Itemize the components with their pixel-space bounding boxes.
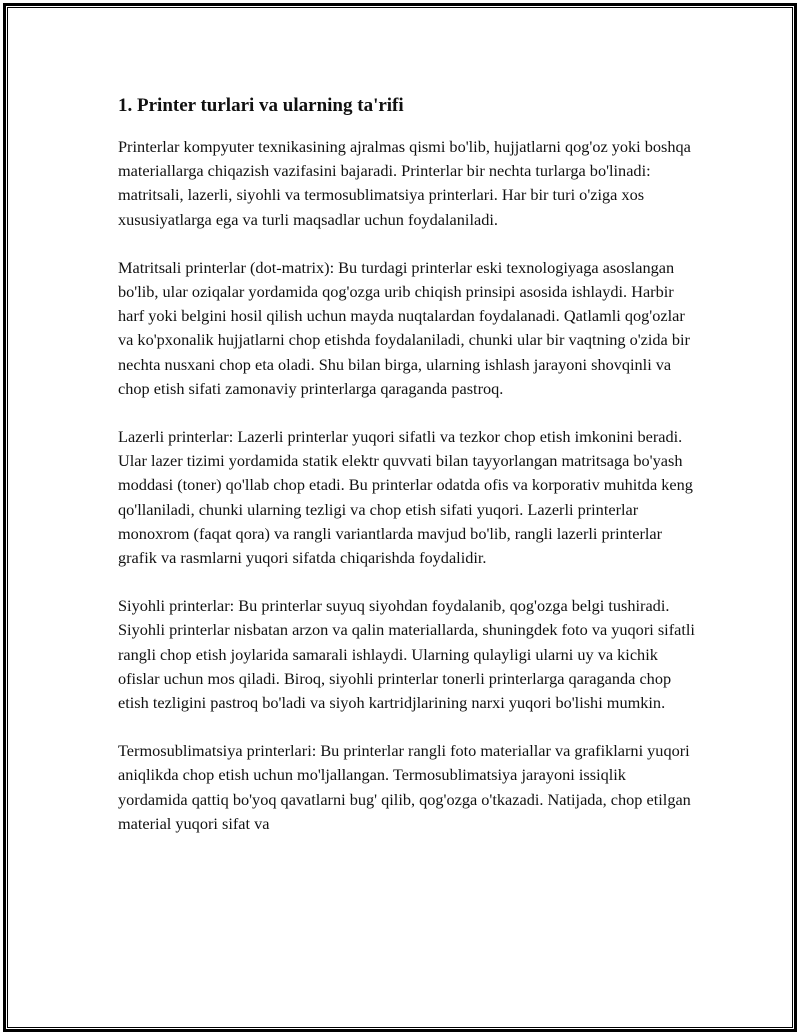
paragraph-dye-sublimation: Termosublimatsiya printerlari: Bu printerlar rangli foto materiallar va grafiklarni yuqori aniqlikda chop etish uchun mo'ljallangan. Termosublimatsiya jarayoni issiqlik yordamida qattiq bo'yoq qavatlarni bug' qilib, qog'ozga o'tkazadi. Natijada, chop etilgan material yuqori sifat va (118, 741, 691, 833)
document-body (118, 93, 698, 860)
paragraph-laser: Lazerli printerlar: Lazerli printerlar yuqori sifatli va tezkor chop etish imkonini beradi. Ular lazer tizimi yordamida statik elektr quvvati bilan tayyorlangan matritsaga bo'yash moddasi (toner) qo'llab chop etadi. Bu printerlar odatda ofis va korporativ muhitda keng qo'llaniladi, chunki ularning tezligi va chop etish sifati yuqori. Lazerli printerlar monoxrom (faqat qora) va rangli variantlarda mavjud bo'lib, rangli lazerli printerlar grafik va rasmlarni yuqori sifatda chiqarishda foydalidir. (118, 427, 693, 568)
paragraph-intro: Printerlar kompyuter texnikasining ajralmas qismi bo'lib, hujjatlarni qog'oz yoki boshqa materiallarga chiqazish vazifasini bajaradi. Printerlar bir nechta turlarga bo'linadi: matritsali, lazerli, siyohli va termosublimatsiya printerlari. Har bir turi o'ziga xos xususiyatlarga ega va turli maqsadlar uchun foydalaniladi. (118, 137, 691, 229)
paragraph-inkjet: Siyohli printerlar: Bu printerlar suyuq siyohdan foydalanib, qog'ozga belgi tushiradi. Siyohli printerlar nisbatan arzon va qalin materiallarda, shuningdek foto va yuqori sifatli rangli chop etish joylarida samarali ishlaydi. Ularning qulayligi ularni uy va kichik ofislar uchun mos qiladi. Biroq, siyohli printerlar tonerli printerlarga qaraganda chop etish tezligini pastroq bo'ladi va siyoh kartridjlarining narxi yuqori bo'lishi mumkin. (118, 596, 695, 713)
section-title: 1. Printer turlari va ularning ta'rifi (118, 95, 404, 116)
paragraph-dot-matrix: Matritsali printerlar (dot-matrix): Bu turdagi printerlar eski texnologiyaga asoslangan bo'lib, ular oziqalar yordamida qog'ozga urib chiqish prinsipi asosida ishlaydi. Harbir harf yoki belgini hosil qilish uchun mayda nuqtalardan foydalanadi. Qatlamli qog'ozlar va ko'pxonalik hujjatlarni chop etishda foydalaniladi, chunki ular bir vaqtning o'zida bir nechta nusxani chop eta oladi. Shu bilan birga, ularning ishlash jarayoni shovqinli va chop etish sifati zamonaviy printerlarga qaraganda pastroq. (118, 257, 690, 398)
